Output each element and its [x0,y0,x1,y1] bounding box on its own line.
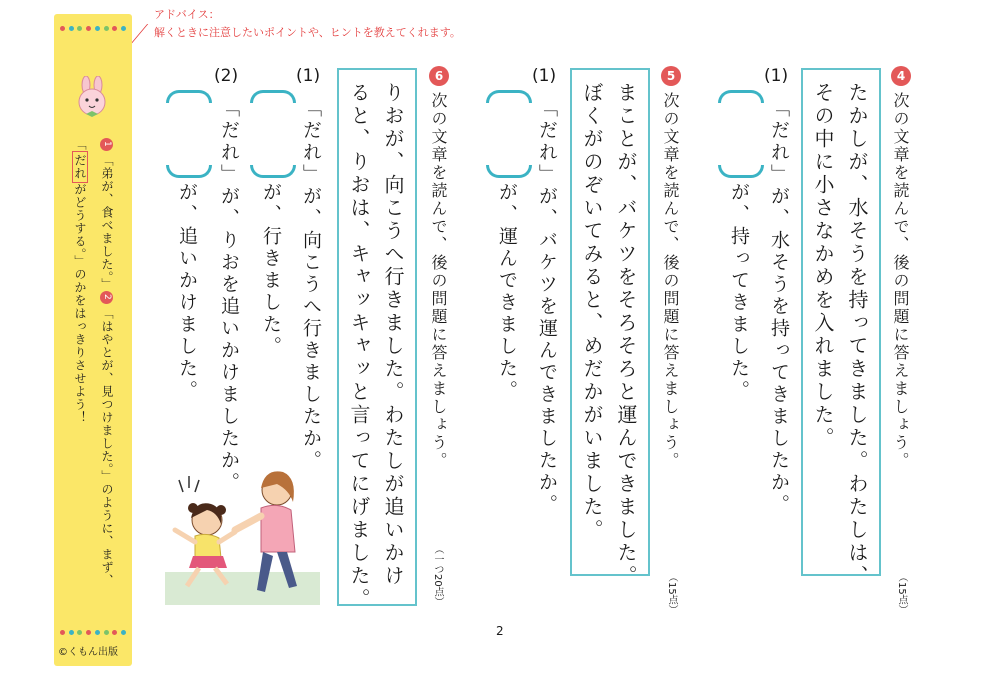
tip-keyword: だれ [72,151,88,183]
tip-line-2 [74,138,86,424]
q6-q2-answer-box[interactable] [166,90,206,178]
tip2-text: 「はやとが、見つけました。」のように、まず、 [100,307,114,587]
q5-answer-suffix: が、運んできました。 [496,182,518,402]
q6-number-badge: 6 [429,66,449,86]
tip2-badge: 2 [100,291,113,304]
advice-side-panel [54,14,132,666]
q4-question: 「だれ」が、水そうを持ってきましたか。 [768,98,790,516]
q5-points: （15点） [666,572,677,615]
q5-story-line-2: ぼくがのぞいてみると、めだかがいました。 [580,82,604,542]
q4-answer-suffix: が、持ってきました。 [728,182,750,402]
q6-q2-label: (2) [214,66,239,86]
advice-title: アドバイス： [154,8,220,21]
q6-story-box [337,68,417,611]
q6-story-line-2: ると、りおは、キャッキャッと言ってにげました。 [347,82,371,611]
q5-story-box [570,68,650,588]
dot-border-top [60,26,126,34]
q4-story-line-2: その中に小さなかめを入れました。 [811,82,835,450]
q4-answer-box[interactable] [718,90,758,178]
tip1-badge: 1 [100,138,113,151]
q5-answer-box[interactable] [486,90,526,178]
children-running-illustration [165,460,320,605]
q6-q1-answer-box[interactable] [250,90,290,178]
tip-line2-rest: がどうする。」のかをはっきりさせよう！ [73,183,87,424]
q6-q2-question: 「だれ」が、りおを追いかけましたか。 [218,98,240,494]
q6-q1-answer-suffix: が、行きました。 [260,182,282,358]
q4-question-label: (1) [764,66,789,86]
page-number: 2 [496,624,504,638]
q6-instruction: 次の文章を読んで、後の問題に答えましょう。 [429,92,448,470]
q5-question-label: (1) [532,66,557,86]
q4-story-line-1: たかしが、水そうを持ってきました。わたしは、 [845,82,869,588]
q4-instruction: 次の文章を読んで、後の問題に答えましょう。 [891,92,910,470]
q6-q1-question: 「だれ」が、向こうへ行きましたか。 [300,98,322,472]
q5-number-badge: 5 [661,66,681,86]
q4-points: （15点） [896,572,907,615]
q4-story-box [801,68,881,588]
q6-q1-label: (1) [296,66,321,86]
tip1-text: 「弟が、食べました。」 [100,154,114,291]
tip-quote-open: 「 [73,138,87,151]
copyright: ©くもん出版 [58,647,118,658]
advice-text: 解くときに注意したいポイントや、ヒントを教えてくれます。 [154,26,461,39]
q4-number-badge: 4 [891,66,911,86]
q5-instruction: 次の文章を読んで、後の問題に答えましょう。 [661,92,680,470]
dot-border-bottom [60,630,126,638]
q5-question: 「だれ」が、バケツを運んできましたか。 [536,98,558,516]
q6-points: （一つ20点） [432,544,443,607]
q6-story-line-1: りおが、向こうへ行きました。わたしが追いかけ [381,82,405,588]
rabbit-mascot-icon [72,76,112,120]
q5-story-line-1: まことが、バケツをそろそろと運んできました。 [614,82,638,588]
q6-q2-answer-suffix: が、追いかけました。 [176,182,198,402]
tip-line-1 [100,138,113,587]
